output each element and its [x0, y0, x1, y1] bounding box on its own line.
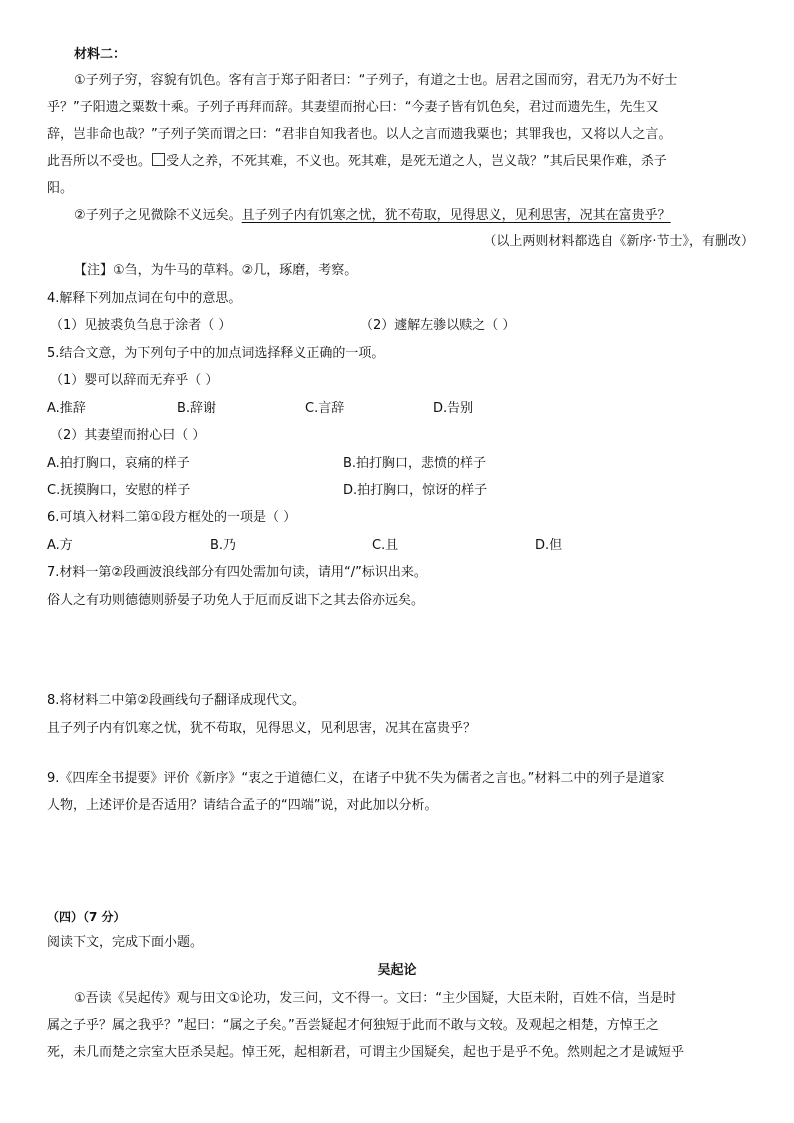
q9-line2: 人物，上述评价是否适用？请结合孟子的“四端”说，对此加以分析。 [47, 798, 438, 813]
material2-para1-line4-a: 此吾所以不受也。 [47, 154, 152, 169]
q7-text: 俗人之有功则德德则骄晏子功免人于厄而反诎下之其去俗亦远矣。 [47, 593, 425, 608]
material2-para1-line1: ①子列子穷，容貌有饥色。客有言于郑子阳者曰：“子列子，有道之士也。居君之国而穷，君无乃为不好士 [74, 73, 678, 88]
q5-sub2-option-d: D.拍打胸口，惊讶的样子 [343, 483, 488, 498]
q6-option-a: A.方 [47, 538, 73, 553]
q5-sub1-options [47, 400, 787, 418]
q4-stem: 4.解释下列加点词在句中的意思。 [47, 291, 242, 306]
q4-item1: （1）见披裘负刍息于涂者（ ） [50, 318, 232, 333]
material2-para2-underlined: 且子列子内有饥寒之忧，犹不苟取，见得思义，见利思害，况其在富贵乎？ [241, 208, 671, 223]
q9-line1: 9.《四库全书提要》评价《新序》“衷之于道德仁义，在诸子中犹不失为儒者之言也。”材料二中的列子是道家 [47, 771, 665, 786]
material2-para2 [74, 207, 671, 225]
section4-heading: （四）（7 分） [47, 910, 126, 924]
q6-option-b: B.乃 [210, 538, 237, 553]
q5-sub1-option-a: A.推辞 [47, 401, 86, 416]
section4-para1-line1: ①吾读《吴起传》观与田文①论功，发三问，文不得一。文曰：“主少国疑，大臣未附，百姓不信，当是时 [74, 991, 677, 1006]
q8-text: 且子列子内有饥寒之忧，犹不苟取，见得思义，见利思害，况其在富贵乎？ [47, 721, 477, 736]
q5-sub1: （1）婴可以辞而无弃乎（ ） [50, 373, 219, 388]
q6-options [47, 537, 787, 555]
q5-sub1-option-c: C.言辞 [305, 401, 345, 416]
material2-para1-line5: 阳。 [47, 181, 74, 196]
material2-para1-line3: 辞，岂非命也哉？”子列子笑而谓之曰：“君非自知我者也。以人之言而遗我粟也；其罪我也，又将以人之言。 [47, 127, 672, 142]
q6-stem: 6.可填入材料二第①段方框处的一项是（ ） [47, 510, 297, 525]
q4-item2: （2）遽解左骖以赎之（ ） [360, 318, 516, 333]
material2-note: 【注】①刍，为牛马的草料。②几，琢磨，考察。 [74, 263, 358, 278]
section4-para1-line3: 死，未几而楚之宗室大臣杀吴起。悼王死，起相新君，可谓主少国疑矣，起也于是乎不免。然则起之才是诚短乎 [47, 1045, 685, 1060]
q7-stem: 7.材料一第②段画波浪线部分有四处需加句读，请用“/”标识出来。 [47, 565, 427, 580]
section4-instruction: 阅读下文，完成下面小题。 [47, 935, 204, 950]
q5-sub1-option-b: B.辞谢 [177, 401, 217, 416]
material2-para1-line4 [47, 153, 667, 171]
q5-sub1-option-d: D.告别 [433, 401, 474, 416]
material2-para1-line4-b: 受人之养，不死其难，不义也。死其难，是死无道之人，岂义哉？”其后民果作难，杀子 [166, 154, 667, 169]
q5-sub2-option-b: B.拍打胸口，悲愤的样子 [343, 456, 487, 471]
q5-sub2-options-row1 [47, 455, 787, 473]
q6-option-d: D.但 [535, 538, 563, 553]
q6-option-c: C.且 [372, 538, 399, 553]
material2-source: （以上两则材料都选自《新序·节士》，有删改） [483, 234, 754, 249]
blank-box-icon [152, 153, 165, 166]
q5-sub2: （2）其妻望而拊心曰（ ） [50, 428, 206, 443]
section4-para1-line2: 属之子乎？属之我乎？”起曰：“属之子矣。”吾尝疑起才何独短于此而不敢与文较。及观起之相楚，方悼王之 [47, 1018, 659, 1033]
q5-sub2-option-a: A.拍打胸口，哀痛的样子 [47, 456, 190, 471]
material2-para2-plain: ②子列子之见微除不义远矣。 [74, 208, 242, 223]
material2-para1-line2: 乎？”子阳遗之粟数十乘。子列子再拜而辞。其妻望而拊心曰：“今妻子皆有饥色矣，君过而遗先生，先生又 [47, 100, 659, 115]
material2-heading: 材料二： [74, 47, 127, 62]
q5-stem: 5.结合文意，为下列句子中的加点词选择释义正确的一项。 [47, 346, 385, 361]
section4-title: 吴起论 [377, 963, 417, 978]
q8-stem: 8.将材料二中第②段画线句子翻译成现代文。 [47, 693, 306, 708]
q5-sub2-options-row2 [47, 482, 787, 500]
q5-sub2-option-c: C.抚摸胸口，安慰的样子 [47, 483, 191, 498]
